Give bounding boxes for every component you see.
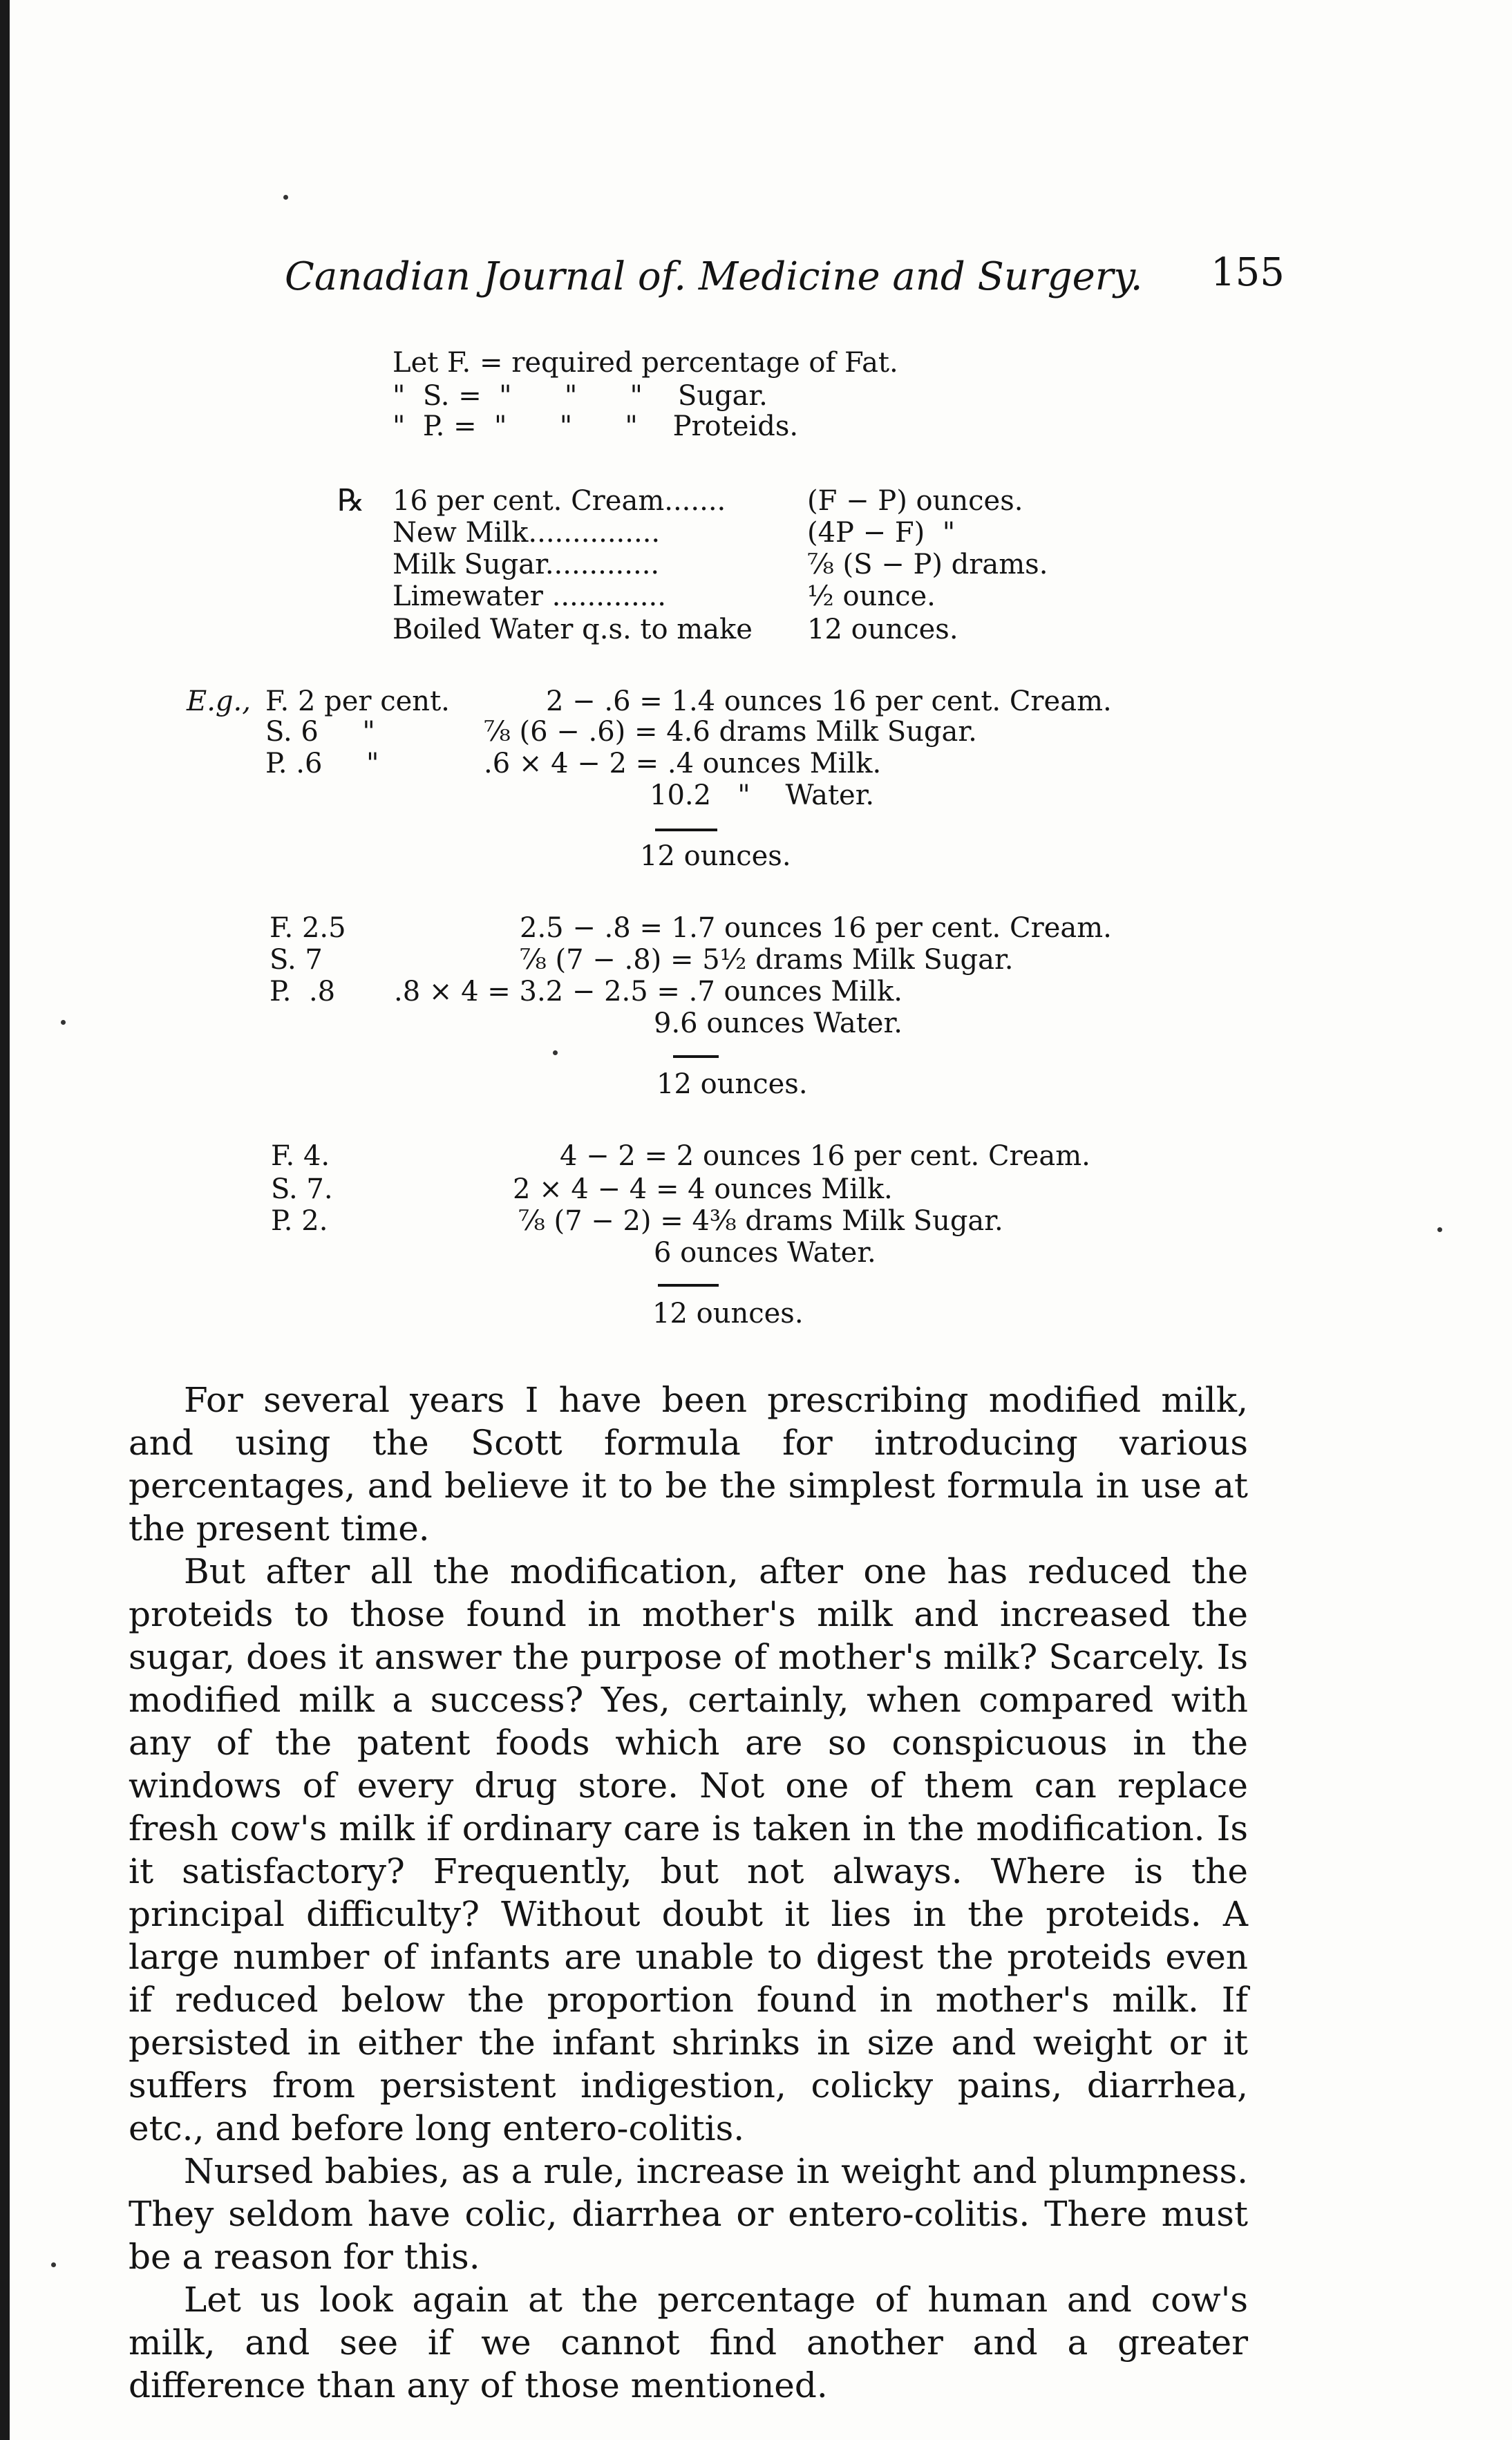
example1-sugar-line: ⅞ (6 − .6) = 4.6 drams Milk Sugar. — [484, 716, 977, 748]
rx-item-amount: (F − P) ounces. — [807, 485, 1023, 517]
example2-sugar: S. 7 — [270, 944, 323, 976]
example2-water-line: 9.6 ounces Water. — [654, 1008, 903, 1039]
example3-milk-line: 2 × 4 − 4 = 4 ounces Milk. — [513, 1173, 893, 1205]
print-speck — [1437, 1227, 1442, 1232]
example3-proteids: P. 2. — [271, 1205, 328, 1237]
rx-item-name: Milk Sugar............. — [393, 549, 660, 580]
print-speck — [61, 1020, 66, 1025]
rx-item-amount: (4P − F) " — [807, 517, 956, 549]
example3-sugar-line: ⅞ (7 − 2) = 4⅜ drams Milk Sugar. — [518, 1205, 1003, 1237]
definition-proteids: " P. = " " " Proteids. — [393, 410, 799, 442]
example2-sugar-line: ⅞ (7 − .8) = 5½ drams Milk Sugar. — [520, 944, 1014, 976]
example2-total: 12 ounces. — [656, 1068, 808, 1100]
example1-sugar: S. 6 " — [265, 716, 375, 748]
example2-cream-line: 2.5 − .8 = 1.7 ounces 16 per cent. Cream. — [520, 912, 1112, 944]
example2-fat: F. 2.5 — [270, 912, 346, 944]
example1-water-line: 10.2 " Water. — [650, 779, 875, 811]
rx-item-name: 16 per cent. Cream....... — [393, 485, 726, 517]
example1-sum-rule — [655, 829, 717, 831]
paragraph: But after all the modification, after one has reduced the proteids to those found in mother's milk and increased the sugar, does it answer the purpose of mother's milk? Scarcely. Is modified milk a success? Yes, certainly, when compared with any of the patent foods which are so conspicuous in the windows of every drug store. Not one of them can replace fresh cow's milk if ordinary care is taken in the modification. Is it satisfactory? Frequently, but not always. Where is the principal difficulty? Without doubt it lies in the proteids. A large number of infants are unable to digest the proteids even if reduced below the proportion found in mother's milk. If persisted in either the infant shrinks in size and weight or it suffers from persistent indigestion, colicky pains, diarrhea, etc., and before long entero-colitis. — [129, 1551, 1248, 2148]
rx-item-amount: ⅞ (S − P) drams. — [807, 549, 1048, 580]
definition-fat: Let F. = required percentage of Fat. — [393, 347, 898, 379]
example1-milk-line: .6 × 4 − 2 = .4 ounces Milk. — [484, 748, 882, 779]
print-speck — [283, 195, 288, 200]
example3-cream-line: 4 − 2 = 2 ounces 16 per cent. Cream. — [560, 1140, 1090, 1172]
example2-proteids: P. .8 — [270, 976, 336, 1008]
example3-sugar: S. 7. — [271, 1173, 333, 1205]
paragraph: Let us look again at the percentage of human and cow's milk, and see if we cannot find another and a greater difference than any of those mentioned. — [129, 2280, 1248, 2405]
example3-fat: F. 4. — [271, 1140, 330, 1172]
example1-cream-line: 2 − .6 = 1.4 ounces 16 per cent. Cream. — [546, 685, 1112, 717]
example3-total: 12 ounces. — [652, 1298, 804, 1330]
page-edge — [0, 0, 10, 2440]
rx-item-amount: 12 ounces. — [807, 614, 958, 645]
body-text — [129, 1379, 1248, 2407]
paragraph: For several years I have been prescribing modified milk, and using the Scott formula for introducing various percentages, and believe it to be the simplest formula in use at the present time. — [129, 1380, 1248, 1549]
example3-sum-rule — [658, 1284, 719, 1287]
eg-label: E.g., — [187, 685, 251, 717]
example2-sum-rule — [673, 1055, 719, 1058]
rx-item-name: Limewater ............. — [393, 580, 666, 612]
recipe-symbol: ℞ — [337, 483, 365, 518]
example2-milk-line: .8 × 4 = 3.2 − 2.5 = .7 ounces Milk. — [394, 976, 903, 1008]
example1-total: 12 ounces. — [640, 840, 791, 872]
rx-item-name: New Milk............... — [393, 517, 661, 549]
paragraph: Nursed babies, as a rule, increase in weight and plumpness. They seldom have colic, diarrhea or entero-colitis. There must be a reason for this. — [129, 2151, 1248, 2277]
journal-title: Canadian Journal of. Medicine and Surgery. — [285, 254, 1143, 299]
page-number: 155 — [1211, 250, 1285, 295]
rx-item-amount: ½ ounce. — [807, 580, 936, 612]
print-speck — [51, 2262, 56, 2267]
rx-item-name: Boiled Water q.s. to make — [393, 614, 753, 645]
example3-water-line: 6 ounces Water. — [654, 1237, 876, 1269]
example1-fat: F. 2 per cent. — [265, 685, 450, 717]
example1-proteids: P. .6 " — [265, 748, 379, 779]
print-speck — [553, 1050, 558, 1055]
definition-sugar: " S. = " " " Sugar. — [393, 380, 768, 412]
